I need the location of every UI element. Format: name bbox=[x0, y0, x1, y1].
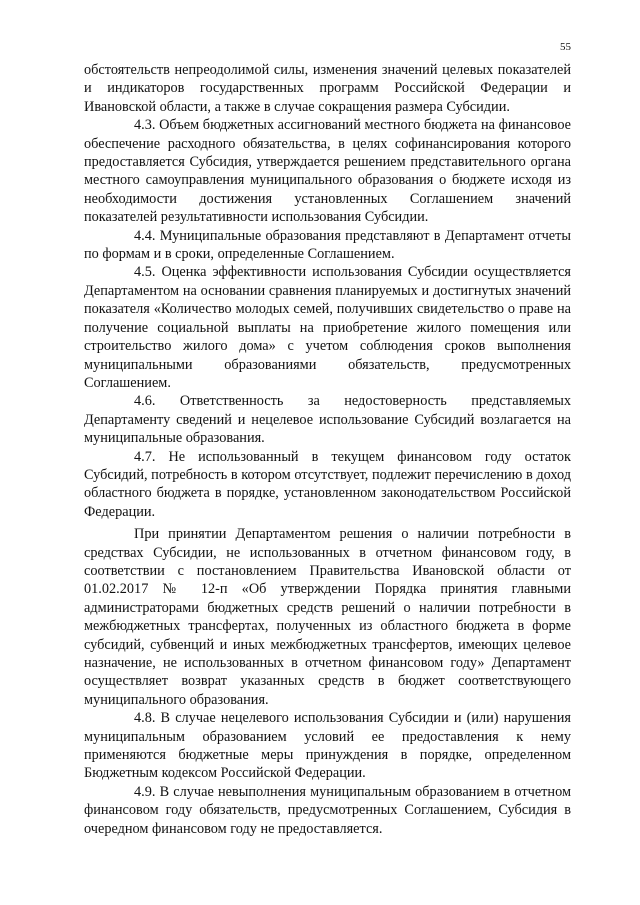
page-number: 55 bbox=[560, 41, 571, 53]
paragraph-4-3: 4.3. Объем бюджетных ассигнований местного бюджета на финансовое обеспечение расходного обязательства, в целях софинансирования которого предоставляется Субсидия, утверждается решением представительного органа местного самоуправления муниципального образования о бюджете исходя из необходимости достижения установленных Соглашением значений показателей результативности использования Субсидии. bbox=[84, 117, 571, 226]
paragraph-4-5: 4.5. Оценка эффективности использования Субсидии осуществляется Департаментом на основании сравнения планируемых и достигнутых значений показателя «Количество молодых семей, получивших свидетельство о праве на получение социальной выплаты на приобретение жилого помещения или строительство жилого дома» с учетом соблюдения сроков выполнения муниципальными образованиями обязательств, предусмотренных Соглашением. bbox=[84, 264, 571, 391]
paragraph-4-7-return: При принятии Департаментом решения о наличии потребности в средствах Субсидии, не использованных в отчетном финансовом году, в соответствии с постановлением Правительства Ивановской области от 01.02.2017 № 12-п «Об утверждении Порядка принятия главными администраторами бюджетных средств решений о наличии потребности в межбюджетных трансфертах, полученных из областного бюджета в форме субсидий, субвенций и иных межбюджетных трансфертов, имеющих целевое назначение, не использованных в отчетном финансовом году» Департамент осуществляет возврат указанных средств в бюджет соответствующего муниципального образования. bbox=[84, 526, 571, 708]
paragraph-4-9: 4.9. В случае невыполнения муниципальным образованием в отчетном финансовом году обязательств, предусмотренных Соглашением, Субсидия в очередном финансовом году не предоставляется. bbox=[84, 783, 571, 837]
paragraph-4-4: 4.4. Муниципальные образования представляют в Департамент отчеты по формам и в сроки, определенные Соглашением. bbox=[84, 227, 571, 263]
paragraph-4-8: 4.8. В случае нецелевого использования Субсидии и (или) нарушения муниципальным образованием условий ее предоставления к нему применяются бюджетные меры принуждения в порядке, определенном Бюджетным кодексом Российской Федерации. bbox=[84, 710, 571, 782]
document-body bbox=[84, 61, 571, 838]
paragraph-continuation: обстоятельств непреодолимой силы, изменения значений целевых показателей и индикаторов государственных программ Российской Федерации и Ивановской области, а также в случае сокращения размера Субсидии. bbox=[84, 62, 571, 115]
paragraph-4-7: 4.7. Не использованный в текущем финансовом году остаток Субсидий, потребность в котором отсутствует, подлежит перечислению в доход областного бюджета в порядке, установленном законодательством Российской Федерации. bbox=[84, 448, 571, 520]
paragraph-4-6: 4.6. Ответственность за недостоверность представляемых Департаменту сведений и нецелевое использование Субсидий возлагается на муниципальные образования. bbox=[84, 393, 571, 447]
